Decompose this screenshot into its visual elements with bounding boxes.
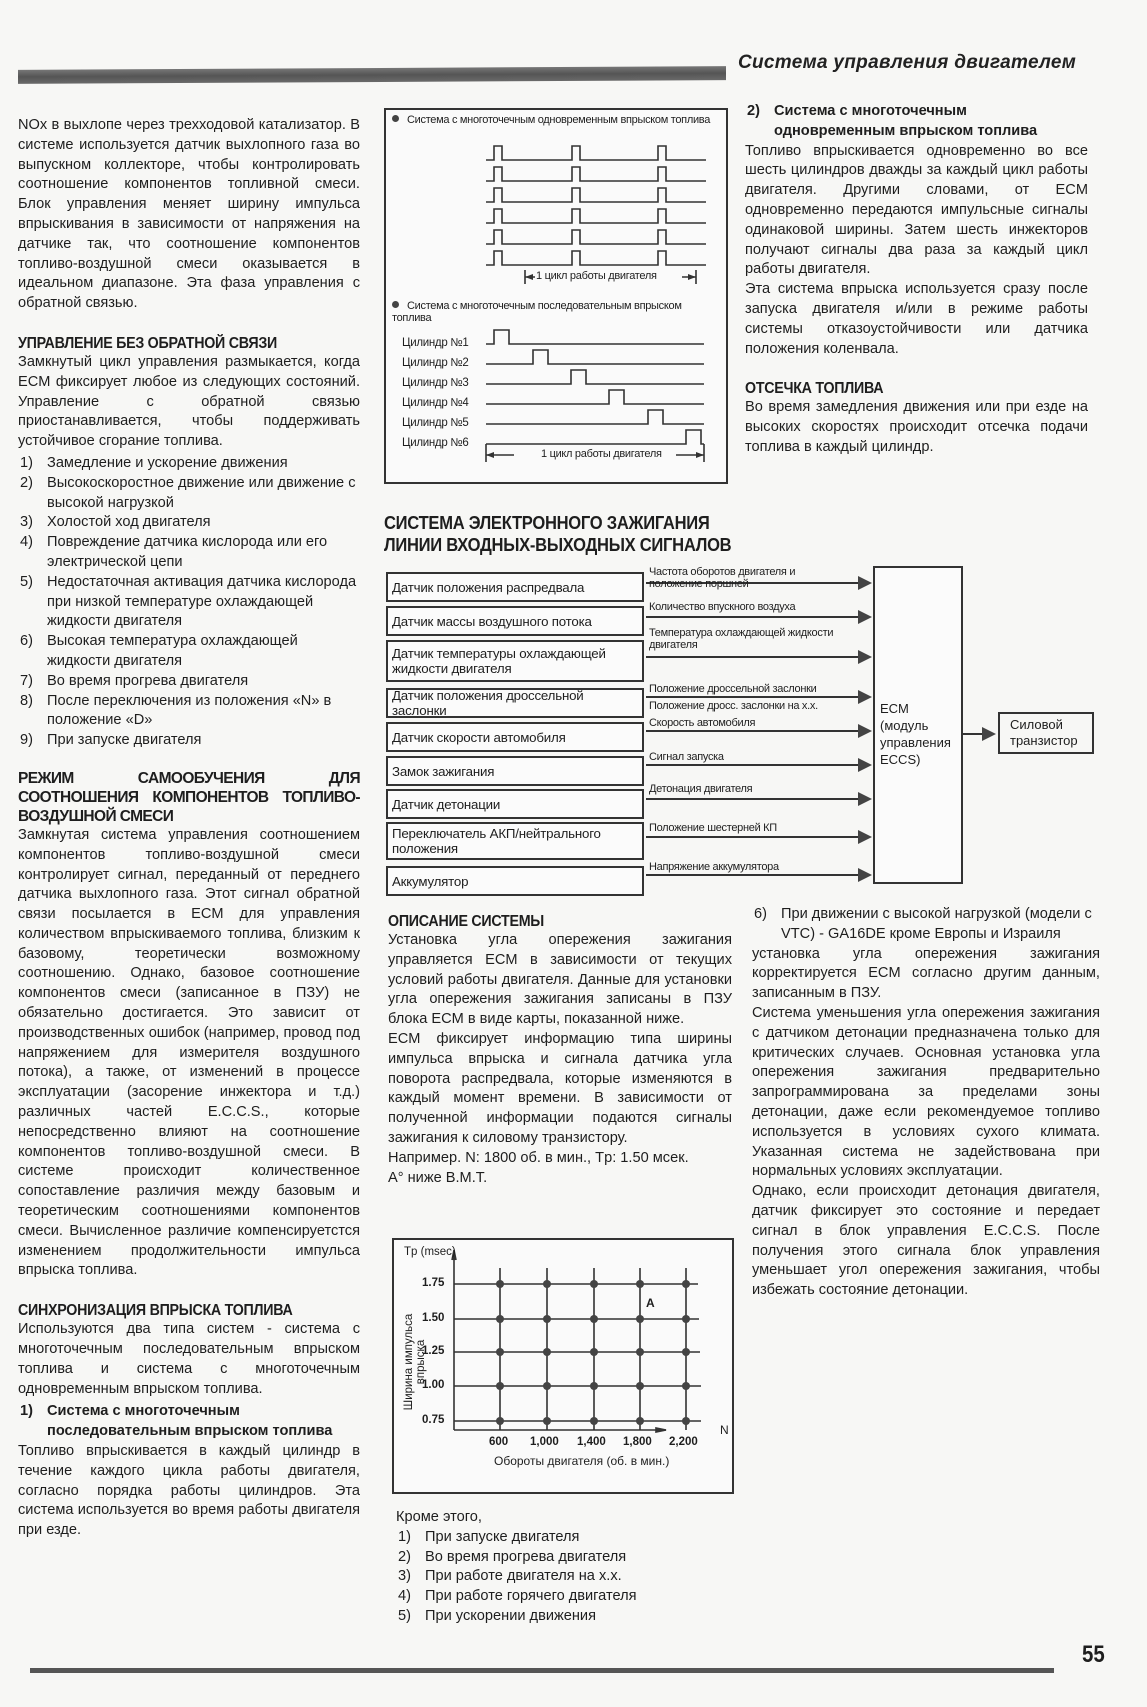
arrow-icon [858,610,872,624]
sync-heading: СИНХРОНИЗАЦИЯ ВПРЫСКА ТОПЛИВА [18,1302,293,1320]
bullet-icon [392,301,399,308]
list-item: 4) Повреждение датчика кислорода или его электрической цепи [20,534,328,570]
x-tick: 600 [489,1436,509,1448]
list-item: 3) При работе двигателя на х.х. [398,1568,622,1585]
simultaneous-caption: Система с многоточечным одновременным впрыском топлива [392,114,712,126]
arrow-icon [858,792,872,806]
additional-intro: Кроме этого, [396,1509,482,1525]
additional-conditions [396,1508,726,1627]
right-lower-p1: установка угла опережения зажигания корректируется ECM согласно другим данным, записанным в ПЗУ. [752,945,1100,1002]
x-axis-label: Обороты двигателя (об. в мин.) [494,1454,670,1468]
arrow-icon [858,868,872,882]
y-tick: 1.25 [422,1345,445,1357]
y-tick: 1.75 [422,1277,445,1289]
header-bar [18,66,726,84]
footer-bar [30,1668,1054,1673]
list-item: 1) Замедление и ускорение движения [20,454,288,471]
sequential-text: Топливо впрыскивается в каждый цилиндр в течение каждого цикла работы двигателя, согласно порядка работы цилиндров. Эта система используется во время работы двигателя при езде. [18,1443,360,1539]
y-tick: 1.00 [422,1379,445,1391]
description-heading: ОПИСАНИЕ СИСТЕМЫ [388,913,544,930]
y-unit-label: Tp (msec) [404,1246,456,1258]
sensor-box-ignition-switch: Замок зажигания [386,756,644,786]
cylinder-label: Цилиндр №6 [402,437,469,449]
sync-text: Используются два типа систем - система с многоточечным последовательным впрыском топлива и система с многоточечным одновременным впрыском топлива. [18,1321,360,1397]
cylinder-label: Цилиндр №3 [402,377,469,389]
open-loop-list [18,454,360,751]
signal-label: Положение дросс. заслонки на х.х. [649,700,818,712]
open-loop-heading: УПРАВЛЕНИЕ БЕЗ ОБРАТНОЙ СВЯЗИ [18,334,277,352]
arrow-icon [858,690,872,704]
sensor-box-throttle: Датчик положения дроссельной заслонки [386,688,644,718]
sensor-box-vehicle-speed: Датчик скорости автомобиля [386,722,644,752]
list-item: 8) После переключения из положения «N» в положение «D» [20,692,332,729]
arrow-icon [858,650,872,664]
list-item: 2) Во время прогрева двигателя [398,1548,627,1565]
description-example-2: A° ниже B.M.T. [388,1169,488,1186]
signal-label: Скорость автомобиля [649,717,756,729]
description-p1: Установка угла опережения зажигания управляется ECM в зависимости от текущих условий работы двигателя. Данные для установки угла опережения зажигания записаны в ПЗУ блока ECM в виде карты, показанной ниже. [388,932,732,1028]
signal-label: Температура охлаждающей жидкости двигателя [649,627,834,651]
list-item: 6) Высокая температура охлаждающей жидкости двигателя [20,633,298,669]
high-load-item [752,905,1100,945]
description-column [388,912,732,1188]
cylinder-label: Цилиндр №1 [402,337,469,349]
list-item: 1) При запуске двигателя [398,1528,580,1545]
additional-list [396,1528,726,1627]
arrow-icon [982,727,996,741]
x-tick: 1,800 [623,1436,652,1448]
x-tick: 2,200 [669,1436,698,1448]
self-learning-heading: РЕЖИМ САМООБУЧЕНИЯ ДЛЯ СООТНОШЕНИЯ КОМПОНЕНТОВ ТОПЛИВО-ВОЗДУШНОЙ СМЕСИ [18,769,360,825]
y-axis-label: Ширина импульса впрыска [403,1313,427,1411]
cylinder-label: Цилиндр №4 [402,397,469,409]
sensor-box-coolant-temp: Датчик температуры охлаждающей жидкости двигателя [386,640,644,682]
point-a-annotation: A [646,1296,655,1310]
y-tick: 1.50 [422,1312,445,1324]
sensor-box-camshaft: Датчик положения распредвала [386,572,644,602]
arrow-icon [858,576,872,590]
power-transistor-box: Силовой транзистор [998,712,1094,754]
right-column-lower [752,905,1100,1301]
list-item: 5) Недостаточная активация датчика кислорода при низкой температуре охлаждающей жидкости двигателя [20,573,357,630]
fuel-cutoff-text: Во время замедления движения или при езде на высоких скоростях происходит отсечка подачи топлива в каждый цилиндр. [745,399,1088,455]
left-column [18,116,360,1541]
cycle-label-simultaneous: 1 цикл работы двигателя [536,270,657,282]
signal-label: Сигнал запуска [649,751,724,763]
signal-label: Частота оборотов двигателя и положение поршней [649,566,796,590]
page-number: 55 [1082,1641,1105,1668]
x-tick: 1,000 [530,1436,559,1448]
x-tick: 1,400 [577,1436,606,1448]
list-item: 5) При ускорении движения [398,1607,596,1624]
sensor-box-knock: Датчик детонации [386,789,644,819]
page-title: Система управления двигателем [738,52,1077,73]
arrow-icon [858,830,872,844]
injection-timing-figure [384,108,728,484]
right-lower-p2: Система уменьшения угла опережения зажигания с датчиком детонации предназначена только для критических случаев. Основная установка угла опережения зажигания предварительно запрограммирована за пределами зоны детонации, даже если рекомендуемое топливо используется в условиях сухого климата. Указанная система не задействована при нормальных условиях эксплуатации. [752,1004,1100,1180]
cycle-label-sequential: 1 цикл работы двигателя [538,448,665,460]
signal-label: Детонация двигателя [649,783,753,795]
list-item: 3) Холостой ход двигателя [20,514,211,531]
x-axis-symbol: N [720,1423,729,1437]
simultaneous-text-2: Эта система впрыска используется сразу после запуска двигателя и/или в режиме работы системы отказоустойчивости или датчика положения коленвала. [745,281,1088,357]
signal-label: Напряжение аккумулятора [649,861,779,873]
cylinder-label: Цилиндр №5 [402,417,469,429]
ecm-label: ECM (модуль управления ECCS) [880,701,951,767]
list-item: 2) Высокоскоростное движение или движение с высокой нагрузкой [20,474,356,511]
self-learning-text: Замкнутая система управления соотношением компонентов топливо-воздушной смеси контролирует сигнал, переданный от переднего датчика выхлопного газа. Этот сигнал обратной связи посылается в ECM для управления количеством впрыскиваемого топлива, близким к базовому, теоретически возможному соотношению. Однако, базовое соотношение компонентов смеси (записанное в ПЗУ) не обязательно достигается. Это зависит от производственных ошибок (например, провод под напряжением для измерителя воздушного потока), а также, от изменений в процессе эксплуатации (засорение инжектора и т.д.) различных частей E.C.C.S., которые непосредственно влияют на соотношение компонентов топливо-воздушной смеси. В системе происходит количественное сопоставление различия между базовым и теоретическим соотношениями компонентов смеси. Вычисленное различие компенсируетстся изменением продолжительности импульса впрыска топлива. [18,826,360,1279]
right-column-top [745,102,1088,458]
sensor-box-maf: Датчик массы воздушного потока [386,606,644,636]
simultaneous-text: Топливо впрыскивается одновременно во все шесть цилиндров дважды за каждый цикл работы двигателя. Другими словами, от ECM одновременно передаются импульсные сигналы одинаковой ширины. Затем шесть инжекторов получают сигналы два раза за каждый цикл работы двигателя. [745,142,1088,278]
list-item: 7) Во время прогрева двигателя [20,672,249,689]
simultaneous-subheading: 2) Система с многоточечным одновременным впрыском топлива [747,103,1038,139]
signal-label: Количество впускного воздуха [649,601,796,613]
y-tick: 0.75 [422,1414,445,1426]
ignition-map-chart [392,1238,734,1494]
open-loop-text: Замкнутый цикл управления размыкается, когда ECM фиксирует любое из следующих состояний. Управление с обратной связью приостанавливается, чтобы поддерживать устойчивое сгорание топлива. [18,353,360,450]
right-lower-p3: Однако, если происходит детонация двигателя, датчик фиксирует это состояние и передает сигнал в блок управления E.C.C.S. После получения этого сигнала блок управления уменьшает угол опережения зажигания, чтобы избежать состояние детонации. [752,1183,1100,1299]
signal-label: Положение дроссельной заслонки [649,683,817,695]
description-example: Например. N: 1800 об. в мин., Tp: 1.50 мсек. [388,1149,689,1166]
sequential-caption: Система с многоточечным последовательным впрыском топлива [392,300,682,324]
cylinder-label: Цилиндр №2 [402,357,469,369]
arrow-icon [858,724,872,738]
ignition-heading: СИСТЕМА ЭЛЕКТРОННОГО ЗАЖИГАНИЯ [384,513,710,533]
sensor-box-park-neutral: Переключатель АКП/нейтрального положения [386,822,644,860]
list-item: 4) При работе горячего двигателя [398,1588,637,1605]
sensor-box-battery: Аккумулятор [386,866,644,896]
intro-paragraph: NOx в выхлопе через трехходовой катализатор. В системе используется датчик выхлопного газа во выпускном коллекторе, чтобы контролировать соотношение компонентов топливной смеси. Блок управления меняет ширину импульса впрыскивания в зависимости от напряжения на датчике так, что соотношение компонентов топливо-воздушной смеси оказывается в идеальном диапазоне. Эта фаза управления с обратной связью. [18,117,360,312]
description-p2: ECM фиксирует информацию типа ширины импульса впрыска и сигнала датчика угла поворота распредвала, которые изменяются в каждый момент времени. В зависимости от полученной информации подаются сигналы зажигания к силовому транзистору. [388,1030,732,1146]
fuel-cutoff-heading: ОТСЕЧКА ТОПЛИВА [745,380,884,398]
list-item: 6) При движении с высокой нагрузкой (модели с VTC) - GA16DE кроме Европы и Израиля [754,906,1092,942]
list-item: 9) При запуске двигателя [20,732,202,749]
signal-label: Положение шестерней КП [649,822,777,834]
io-heading: ЛИНИИ ВХОДНЫХ-ВЫХОДНЫХ СИГНАЛОВ [384,535,732,555]
sequential-subheading: 1) Система с многоточечным последовательным впрыском топлива [20,1403,333,1440]
arrow-icon [858,758,872,772]
